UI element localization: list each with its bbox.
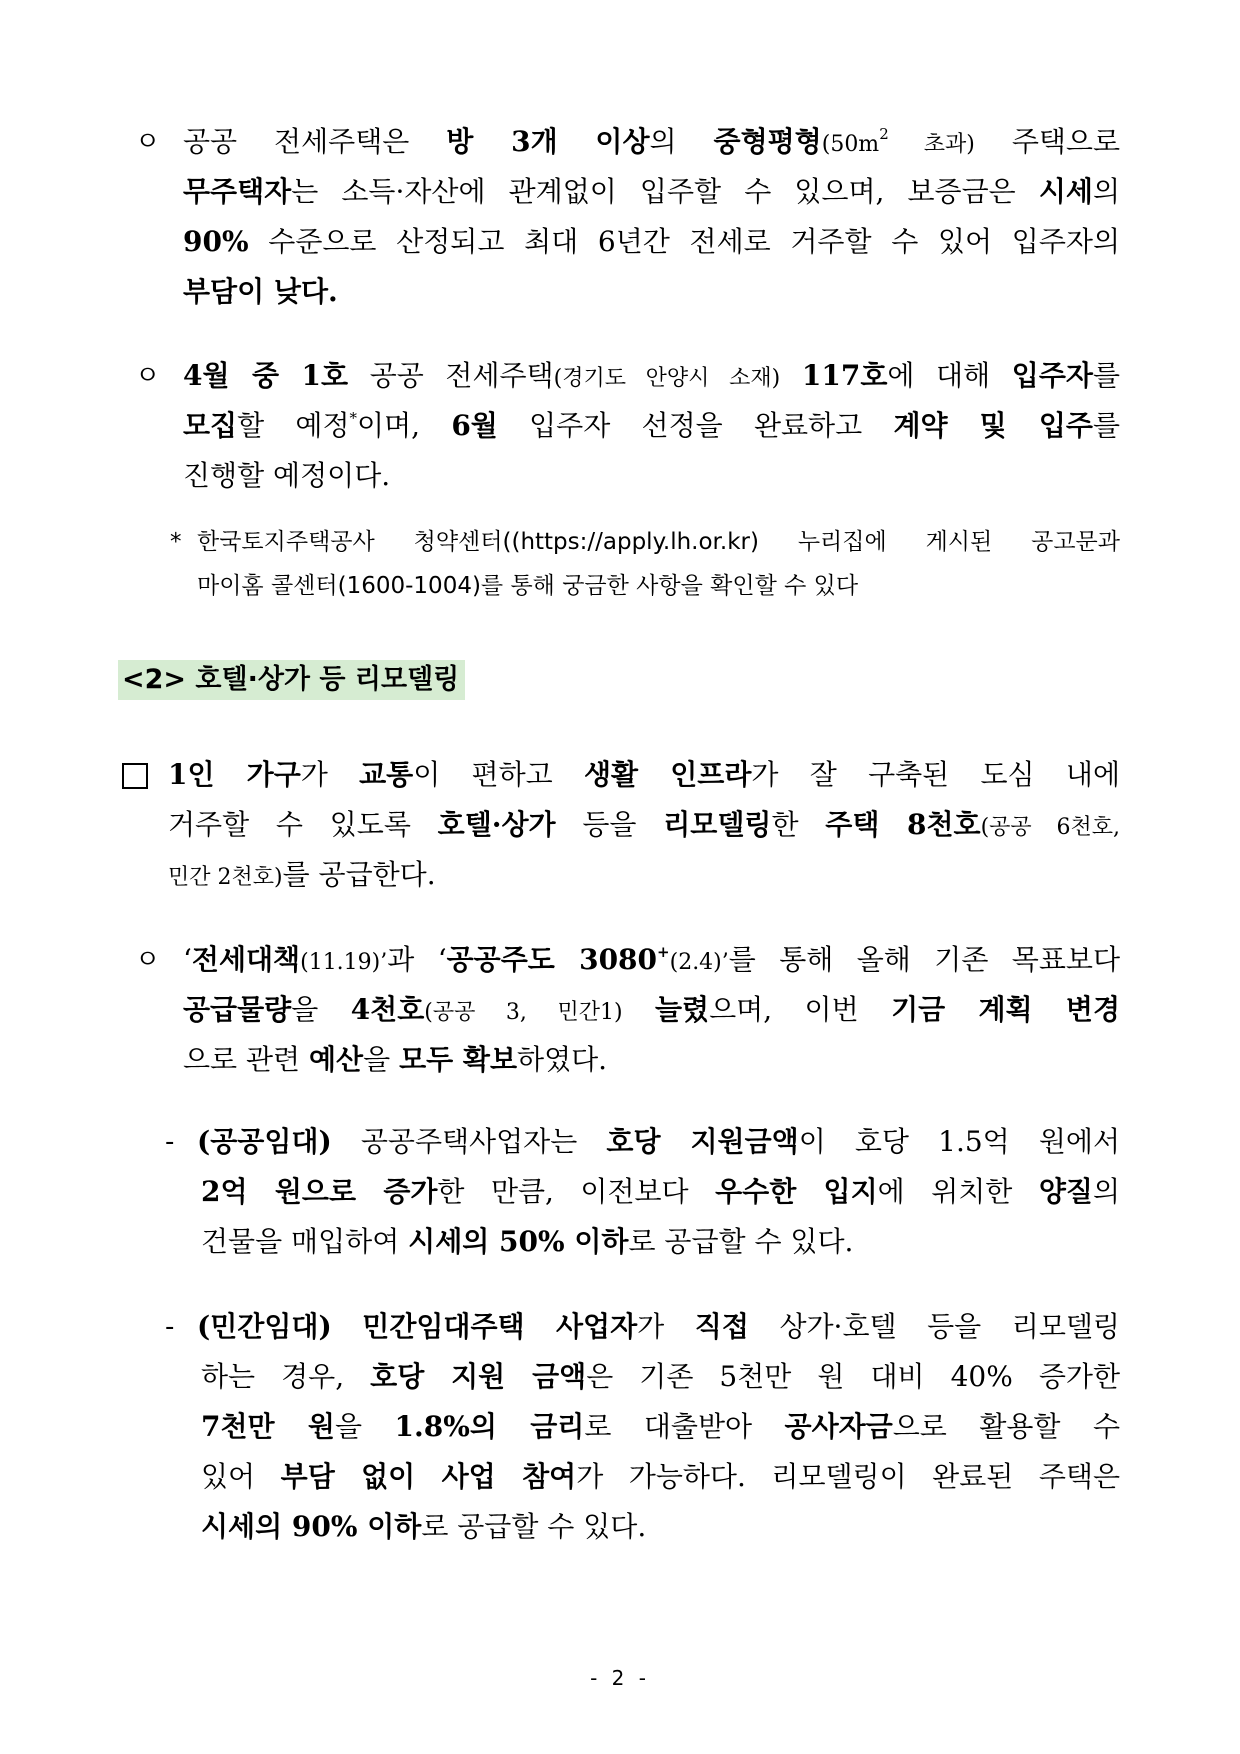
paragraph-3-line-3	[168, 855, 436, 895]
bold-text: 교통	[359, 758, 414, 791]
bold-text: 공급물량	[183, 993, 292, 1026]
bold-text: 4월 중 1호	[183, 359, 349, 392]
text: 로 대출받아	[584, 1410, 785, 1443]
bold-text: 호당 지원금액	[606, 1125, 799, 1158]
bold-text: 시세의 90% 이하	[201, 1510, 422, 1543]
text: 이며,	[357, 409, 452, 442]
text: 가 잘 구축된 도심 내에	[751, 758, 1120, 791]
text: 공공주택사업자는	[331, 1125, 607, 1158]
bold-text: 1인 가구	[168, 758, 301, 791]
bold-text: 4천호	[350, 993, 425, 1026]
text: 를	[1092, 359, 1120, 392]
text: 있어	[201, 1460, 281, 1493]
paragraph-1-line-4	[183, 272, 338, 312]
bold-text: 부담 없이 사업 참여	[280, 1460, 577, 1493]
circle-bullet: ㅇ	[135, 361, 161, 391]
text: 하였다.	[517, 1043, 608, 1076]
text: 한	[771, 808, 826, 841]
paragraph-1-line-1	[183, 122, 1120, 162]
text: 공공 전세주택	[348, 359, 554, 392]
circle-bullet: ㅇ	[135, 127, 161, 157]
dash-bullet: -	[165, 1127, 175, 1157]
dash-bullet: -	[165, 1312, 175, 1342]
small-text: 초과)	[888, 132, 975, 157]
bold-text: 부담이 낮다.	[183, 275, 338, 308]
bold-text: 리모델링	[663, 808, 772, 841]
paragraph-1-line-2	[183, 172, 1120, 212]
circle-bullet: ㅇ	[135, 945, 161, 975]
paragraph-4-line-2	[183, 990, 1120, 1030]
bold-text: 전세대책	[191, 943, 301, 976]
text: 가 가능하다. 리모델링이 완료된 주택은	[576, 1460, 1120, 1493]
text: 은 기존 5천만 원 대비 40% 증가한	[586, 1360, 1120, 1393]
text: 한 만큼, 이전보다	[437, 1175, 716, 1208]
paragraph-5-line-3	[201, 1222, 853, 1262]
bold-text: 시세	[1038, 175, 1093, 208]
bold-text: 공사자금	[784, 1410, 893, 1443]
text: 를 통해 올해 기존 목표보다	[728, 943, 1120, 976]
text	[623, 993, 655, 1026]
text: 의	[1092, 1175, 1120, 1208]
text: 주택으로	[974, 125, 1120, 158]
text: 으로 활용할 수	[892, 1410, 1120, 1443]
bold-text: 직접	[694, 1310, 749, 1343]
small-text: (공공 3, 민간1)	[424, 1000, 623, 1025]
paragraph-2-line-1	[183, 356, 1120, 396]
text: 등을	[555, 808, 664, 841]
text: 건물을 매입하여	[201, 1225, 409, 1258]
text: 로 공급할 수 있다.	[421, 1510, 647, 1543]
superscript: +	[657, 943, 670, 961]
paragraph-4-line-3	[183, 1040, 607, 1080]
paragraph-3-line-2	[168, 805, 1120, 845]
paragraph-3-line-1	[168, 755, 1120, 795]
bold-text: 주택 8천호	[825, 808, 981, 841]
text: ‘	[183, 943, 192, 976]
bold-text: 방 3개 이상	[446, 125, 650, 158]
text: 가	[637, 1310, 695, 1343]
paragraph-2-line-3	[183, 456, 390, 496]
text: 한국토지주택공사 청약센터((https://apply.lh.or.kr) 누리집에 게시된 공고문과	[197, 529, 1120, 555]
text: 공공 전세주택은	[183, 125, 447, 158]
small-text: 민간 2천호)	[168, 865, 283, 890]
bold-text: 호텔·상가	[437, 808, 556, 841]
footnote-marker: *	[170, 529, 182, 555]
footnote-line-2	[197, 568, 858, 604]
text: 으로 관련	[183, 1043, 309, 1076]
text: 과 ‘	[387, 943, 447, 976]
bold-text: 1.8%의 금리	[394, 1410, 585, 1443]
bold-text: 민간임대주택 사업자	[362, 1310, 638, 1343]
superscript: *	[349, 409, 358, 427]
text: 을	[363, 1043, 400, 1076]
text: 입주자 선정을 완료하고	[497, 409, 894, 442]
small-text: (11.19)’	[300, 950, 388, 975]
bold-text: 늘렸	[655, 993, 710, 1026]
bold-text: 공공주도 3080	[446, 943, 658, 976]
bold-text: 기금 계획 변경	[891, 993, 1120, 1026]
paragraph-5-line-2	[201, 1172, 1120, 1212]
paragraph-6-line-5	[201, 1507, 646, 1547]
paragraph-5-line-1	[197, 1122, 1120, 1162]
page-number: - 2 -	[590, 1666, 650, 1690]
small-text: (공공 6천호,	[980, 815, 1120, 840]
bold-text: 양질	[1038, 1175, 1093, 1208]
bold-text: 무주택자	[183, 175, 292, 208]
text: 을	[334, 1410, 395, 1443]
text: 에 위치한	[877, 1175, 1039, 1208]
bold-text: 입주자	[1011, 359, 1093, 392]
text: 로 공급할 수 있다.	[628, 1225, 854, 1258]
text: 는 소득·자산에 관계없이 입주할 수 있으며, 보증금은	[291, 175, 1039, 208]
text: 수준으로 산정되고 최대 6년간 전세로 거주할 수 있어 입주자의	[248, 225, 1120, 258]
text: 할 예정	[237, 409, 350, 442]
bold-text: 모집	[183, 409, 238, 442]
bold-text: 호당 지원 금액	[370, 1360, 587, 1393]
text: 이 편하고	[413, 758, 584, 791]
bold-text: 예산	[309, 1043, 364, 1076]
small-text: (경기도 안양시 소재)	[553, 366, 781, 391]
paragraph-6-line-2	[201, 1357, 1120, 1397]
small-text: (2.4)’	[669, 950, 729, 975]
text: 를	[1092, 409, 1120, 442]
text: 가	[300, 758, 360, 791]
checkbox-square-icon	[122, 763, 148, 789]
bold-text: (민간임대)	[197, 1310, 332, 1343]
paragraph-6-line-1	[197, 1307, 1120, 1347]
text: 으며, 이번	[709, 993, 892, 1026]
bold-text: 우수한 입지	[715, 1175, 878, 1208]
bold-text: (공공임대)	[197, 1125, 332, 1158]
paragraph-4-line-1	[183, 940, 1120, 980]
text: 에 대해	[887, 359, 1012, 392]
text: 을	[291, 993, 351, 1026]
bold-text: 7천만 원	[201, 1410, 335, 1443]
bold-text: 6월	[451, 409, 498, 442]
paragraph-6-line-3	[201, 1407, 1120, 1447]
small-text: (50m	[821, 132, 880, 157]
text: 거주할 수 있도록	[168, 808, 438, 841]
bold-text: 중형평형	[713, 125, 822, 158]
footnote-line-1	[197, 524, 1120, 560]
bold-text: 계약 및 입주	[893, 409, 1093, 442]
superscript: 2	[879, 125, 889, 143]
text: 상가·호텔 등을 리모델링	[748, 1310, 1120, 1343]
bold-text: 2억 원으로 증가	[201, 1175, 438, 1208]
text: 를 공급한다.	[282, 858, 436, 891]
bold-text: 90%	[183, 225, 249, 258]
paragraph-2-line-2	[183, 406, 1120, 446]
text: 하는 경우,	[201, 1360, 371, 1393]
text	[332, 1310, 363, 1343]
section-title: <2> 호텔·상가 등 리모델링	[118, 660, 465, 700]
text	[780, 359, 802, 392]
text: 이 호당 1.5억 원에서	[798, 1125, 1120, 1158]
text: 마이홈 콜센터(1600-1004)를 통해 궁금한 사항을 확인할 수 있다	[197, 573, 859, 599]
text: 의	[649, 125, 714, 158]
text: 의	[1092, 175, 1120, 208]
bold-text: 생활 인프라	[584, 758, 752, 791]
bold-text: 117호	[801, 359, 888, 392]
bold-text: 시세의 50% 이하	[408, 1225, 629, 1258]
paragraph-1-line-3	[183, 222, 1120, 262]
paragraph-6-line-4	[201, 1457, 1120, 1497]
text: 진행할 예정이다.	[183, 459, 391, 492]
bold-text: 모두 확보	[399, 1043, 518, 1076]
